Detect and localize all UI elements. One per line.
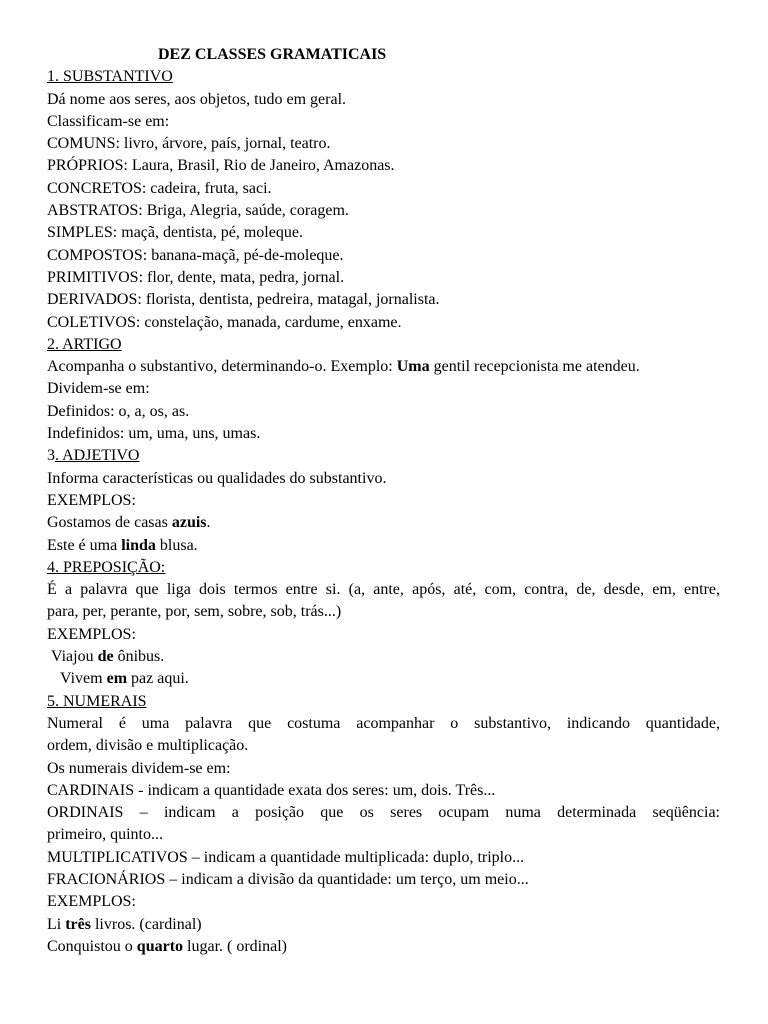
artigo-definition xyxy=(47,356,720,378)
adjetivo-example-2-text: Este é uma xyxy=(47,536,122,554)
numerais-multiplicativos: MULTIPLICATIVOS – indicam a quantidade multiplicada: duplo, triplo... xyxy=(47,848,525,866)
adjetivo-example-1-word: azuis xyxy=(171,514,207,532)
artigo-definition-tail: gentil recepcionista me atendeu. xyxy=(429,358,640,376)
adjetivo-example-2 xyxy=(47,535,720,557)
artigo-example-word: Uma xyxy=(396,358,430,376)
numerais-cardinais: CARDINAIS - indicam a quantidade exata dos seres: um, dois. Três... xyxy=(47,781,496,799)
substantivo-type-concretos: CONCRETOS: cadeira, fruta, saci. xyxy=(47,179,272,197)
preposicao-definition-line-2: para, per, perante, por, sem, sobre, sob, trás...) xyxy=(47,603,342,621)
numerais-examples-label: EXEMPLOS: xyxy=(47,893,136,911)
preposicao-examples-label: EXEMPLOS: xyxy=(47,625,136,643)
substantivo-type-derivados: DERIVADOS: florista, dentista, pedreira, matagal, jornalista. xyxy=(47,291,440,309)
numerais-ordinais-line-2: primeiro, quinto... xyxy=(47,826,163,844)
section-numerais xyxy=(47,691,720,713)
preposicao-example-2-word: em xyxy=(106,670,128,688)
numerais-example-2-tail: lugar. ( ordinal) xyxy=(183,937,287,955)
artigo-definidos: Definidos: o, a, os, as. xyxy=(47,402,190,420)
adjetivo-example-1-tail: . xyxy=(206,514,211,532)
numerais-example-2-word: quarto xyxy=(136,937,184,955)
preposicao-example-2-text: Vivem xyxy=(60,670,107,688)
section-number-adjetivo: 3 xyxy=(47,447,55,465)
substantivo-type-proprios: PRÓPRIOS: Laura, Brasil, Rio de Janeiro, Amazonas. xyxy=(47,157,395,175)
numerais-example-1-text: Li xyxy=(47,915,66,933)
numerais-example-2 xyxy=(47,936,720,958)
section-preposicao xyxy=(47,557,720,579)
artigo-definition-text: Acompanha o substantivo, determinando-o. Exemplo: xyxy=(47,358,397,376)
artigo-indefinidos: Indefinidos: um, uma, uns, umas. xyxy=(47,425,261,443)
numerais-example-1-tail: livros. (cardinal) xyxy=(90,915,202,933)
preposicao-example-1-tail: ônibus. xyxy=(113,648,165,666)
preposicao-example-2 xyxy=(47,668,720,690)
numerais-ordinais-line-1: ORDINAIS – indicam a posição que os seres ocupam numa determinada seqüência: xyxy=(47,804,720,822)
adjetivo-example-2-tail: blusa. xyxy=(155,536,198,554)
preposicao-definition-line-1: É a palavra que liga dois termos entre si. (a, ante, após, até, com, contra, de, desde, em, entre, xyxy=(47,581,720,599)
substantivo-classify-intro: Classificam-se em: xyxy=(47,112,170,130)
numerais-example-1-word: três xyxy=(65,915,91,933)
section-substantivo xyxy=(47,66,720,88)
adjetivo-example-1-text: Gostamos de casas xyxy=(47,514,172,532)
section-heading-substantivo: 1. SUBSTANTIVO xyxy=(47,68,173,86)
section-heading-artigo: 2. ARTIGO xyxy=(47,335,122,353)
numerais-divide-intro: Os numerais dividem-se em: xyxy=(47,759,231,777)
section-heading-adjetivo: . ADJETIVO xyxy=(55,447,140,465)
document-body xyxy=(47,44,720,958)
section-heading-preposicao: 4. PREPOSIÇÃO: xyxy=(47,558,166,576)
adjetivo-examples-label: EXEMPLOS: xyxy=(47,491,136,509)
substantivo-definition: Dá nome aos seres, aos objetos, tudo em geral. xyxy=(47,90,347,108)
section-artigo xyxy=(47,334,720,356)
numerais-fracionarios: FRACIONÁRIOS – indicam a divisão da quantidade: um terço, um meio... xyxy=(47,870,529,888)
numerais-definition-line-1: Numeral é uma palavra que costuma acompanhar o substantivo, indicando quantidade, xyxy=(47,714,720,732)
section-adjetivo xyxy=(47,445,720,467)
adjetivo-definition: Informa características ou qualidades do substantivo. xyxy=(47,469,387,487)
substantivo-type-primitivos: PRIMITIVOS: flor, dente, mata, pedra, jornal. xyxy=(47,268,345,286)
substantivo-type-coletivos: COLETIVOS: constelação, manada, cardume, enxame. xyxy=(47,313,402,331)
preposicao-example-1-text: Viajou xyxy=(51,648,98,666)
adjetivo-example-1 xyxy=(47,512,720,534)
numerais-example-2-text: Conquistou o xyxy=(47,937,137,955)
numerais-example-1 xyxy=(47,914,720,936)
preposicao-example-2-tail: paz aqui. xyxy=(127,670,189,688)
artigo-divide-intro: Dividem-se em: xyxy=(47,380,150,398)
substantivo-type-abstratos: ABSTRATOS: Briga, Alegria, saúde, coragem. xyxy=(47,202,349,220)
page-title: DEZ CLASSES GRAMATICAIS xyxy=(158,46,387,63)
preposicao-example-1 xyxy=(47,646,720,668)
numerais-definition-line-2: ordem, divisão e multiplicação. xyxy=(47,737,249,755)
preposicao-example-1-word: de xyxy=(97,648,114,666)
substantivo-type-compostos: COMPOSTOS: banana-maçã, pé-de-moleque. xyxy=(47,246,344,264)
adjetivo-example-2-word: linda xyxy=(121,536,156,554)
substantivo-type-comuns: COMUNS: livro, árvore, país, jornal, teatro. xyxy=(47,135,331,153)
substantivo-type-simples: SIMPLES: maçã, dentista, pé, moleque. xyxy=(47,224,303,242)
section-heading-numerais: 5. NUMERAIS xyxy=(47,692,147,710)
